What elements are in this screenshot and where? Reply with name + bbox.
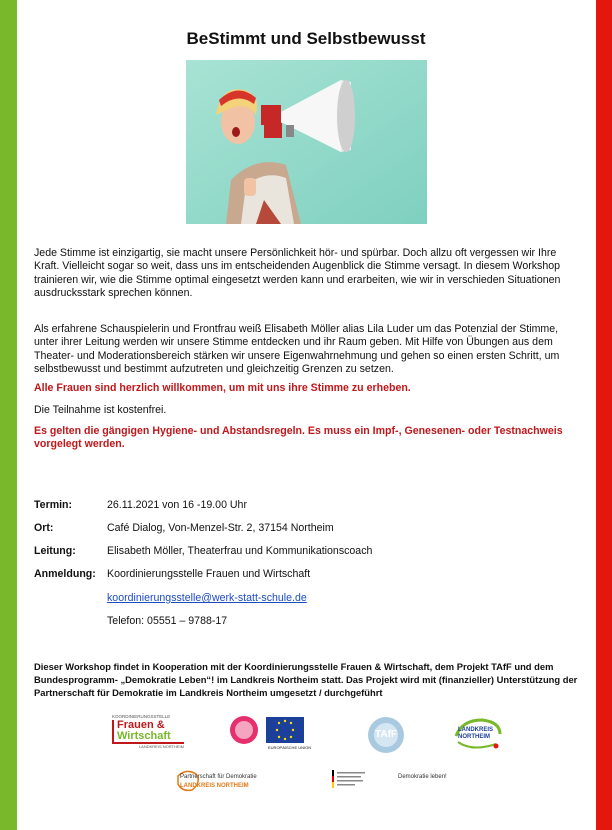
pfd-text-2: LANDKREIS NORTHEIM xyxy=(180,783,249,789)
niedersachsen-eu-logo xyxy=(226,714,312,754)
fw-main-2: Wirtschaft xyxy=(117,730,171,742)
ort-value: Café Dialog, Von-Menzel-Str. 2, 37154 Northeim xyxy=(107,522,334,534)
leitung-value: Elisabeth Möller, Theaterfrau und Kommunikationscoach xyxy=(107,545,373,557)
landkreis-northeim-logo xyxy=(452,716,504,754)
green-side-bar xyxy=(0,0,17,830)
intro-paragraph: Jede Stimme ist einzigartig, sie macht unsere Persönlichkeit hör- und spürbar. Doch allzu oft vergessen wir Ihre Kraft. Vielleicht sogar so weit, dass uns im entscheidenden Augenblick die Stimme versagt. In diesem Workshop trainieren wir, wie die Stimme optimal eingesetzt werden kann und erarbeiten, wie wir in verschieden Situationen ausdrucksstark sprechen können. xyxy=(34,247,561,300)
partnerschaft-demokratie-logo xyxy=(176,766,262,800)
pfd-text-1: Partnerschaft für Demokratie xyxy=(180,774,257,780)
fw-main-1: Frauen & xyxy=(117,719,165,731)
bundesministerium-logo xyxy=(330,768,370,794)
lk-text-1: LANDKREIS xyxy=(458,727,494,733)
ort-label: Ort: xyxy=(34,522,54,534)
red-side-bar xyxy=(596,0,612,830)
hygiene-text: Es gelten die gängigen Hygiene- und Abstandsregeln. Es muss ein Impf-, Genesenen- oder Testnachweis vorgelegt werden. xyxy=(34,425,563,451)
fw-sub-text: LANDKREIS NORTHEIM xyxy=(138,744,184,749)
eu-caption: EUROPÄISCHE UNION xyxy=(268,745,312,750)
anmeldung-value: Koordinierungsstelle Frauen und Wirtschaft xyxy=(107,568,311,580)
free-text: Die Teilnahme ist kostenfrei. xyxy=(34,404,167,416)
leitung-label: Leitung: xyxy=(34,545,76,557)
fw-top-text: KOORDINIERUNGSSTELLE xyxy=(112,714,171,719)
page-title: BeStimmt und Selbstbewusst xyxy=(186,29,426,48)
anmeldung-label: Anmeldung: xyxy=(34,568,96,580)
trainer-paragraph: Als erfahrene Schauspielerin und Frontfrau weiß Elisabeth Möller alias Lila Luder um das Potenzial der Stimme, unter ihrer Leitung werden wir unsere Stimme entdecken und ihr Raum geben. Mit Hilfe von Übungen aus dem Theater- und Moderationsbereich stärken wir unsere Eigenwahrnehmung und gehen so einen ersten Schritt, um selbstbewusst und bestimmt aufzutreten und gleichzeitig Grenzen zu setzen. xyxy=(34,323,560,376)
termin-label: Termin: xyxy=(34,499,73,511)
frauen-wirtschaft-logo xyxy=(112,714,184,754)
megaphone-woman-photo xyxy=(186,60,427,224)
taff-logo xyxy=(364,712,408,758)
dl-caption: Demokratie leben! xyxy=(398,774,447,780)
welcome-text: Alle Frauen sind herzlich willkommen, um mit uns ihre Stimme zu erheben. xyxy=(34,382,411,394)
phone-text: Telefon: 05551 – 9788-17 xyxy=(107,615,228,627)
footer-text: Dieser Workshop findet in Kooperation mit der Koordinierungsstelle Frauen & Wirtschaft, dem Projekt TAfF und dem Bundesprogramm- „Demokratie Leben“! im Landkreis Northeim statt. Das Projekt wird mit (finanzieller) Unterstützung der Partnerschaft für Demokratie im Landkreis Northeim umgesetzt / durchgeführt xyxy=(34,661,578,698)
termin-value: 26.11.2021 von 16 -19.00 Uhr xyxy=(107,499,247,511)
demokratie-leben-logo xyxy=(398,774,458,794)
email-link[interactable]: koordinierungsstelle@werk-statt-schule.de xyxy=(107,592,307,604)
lk-text-2: NORTHEIM xyxy=(458,734,490,740)
taff-text: TAfF xyxy=(374,729,398,740)
